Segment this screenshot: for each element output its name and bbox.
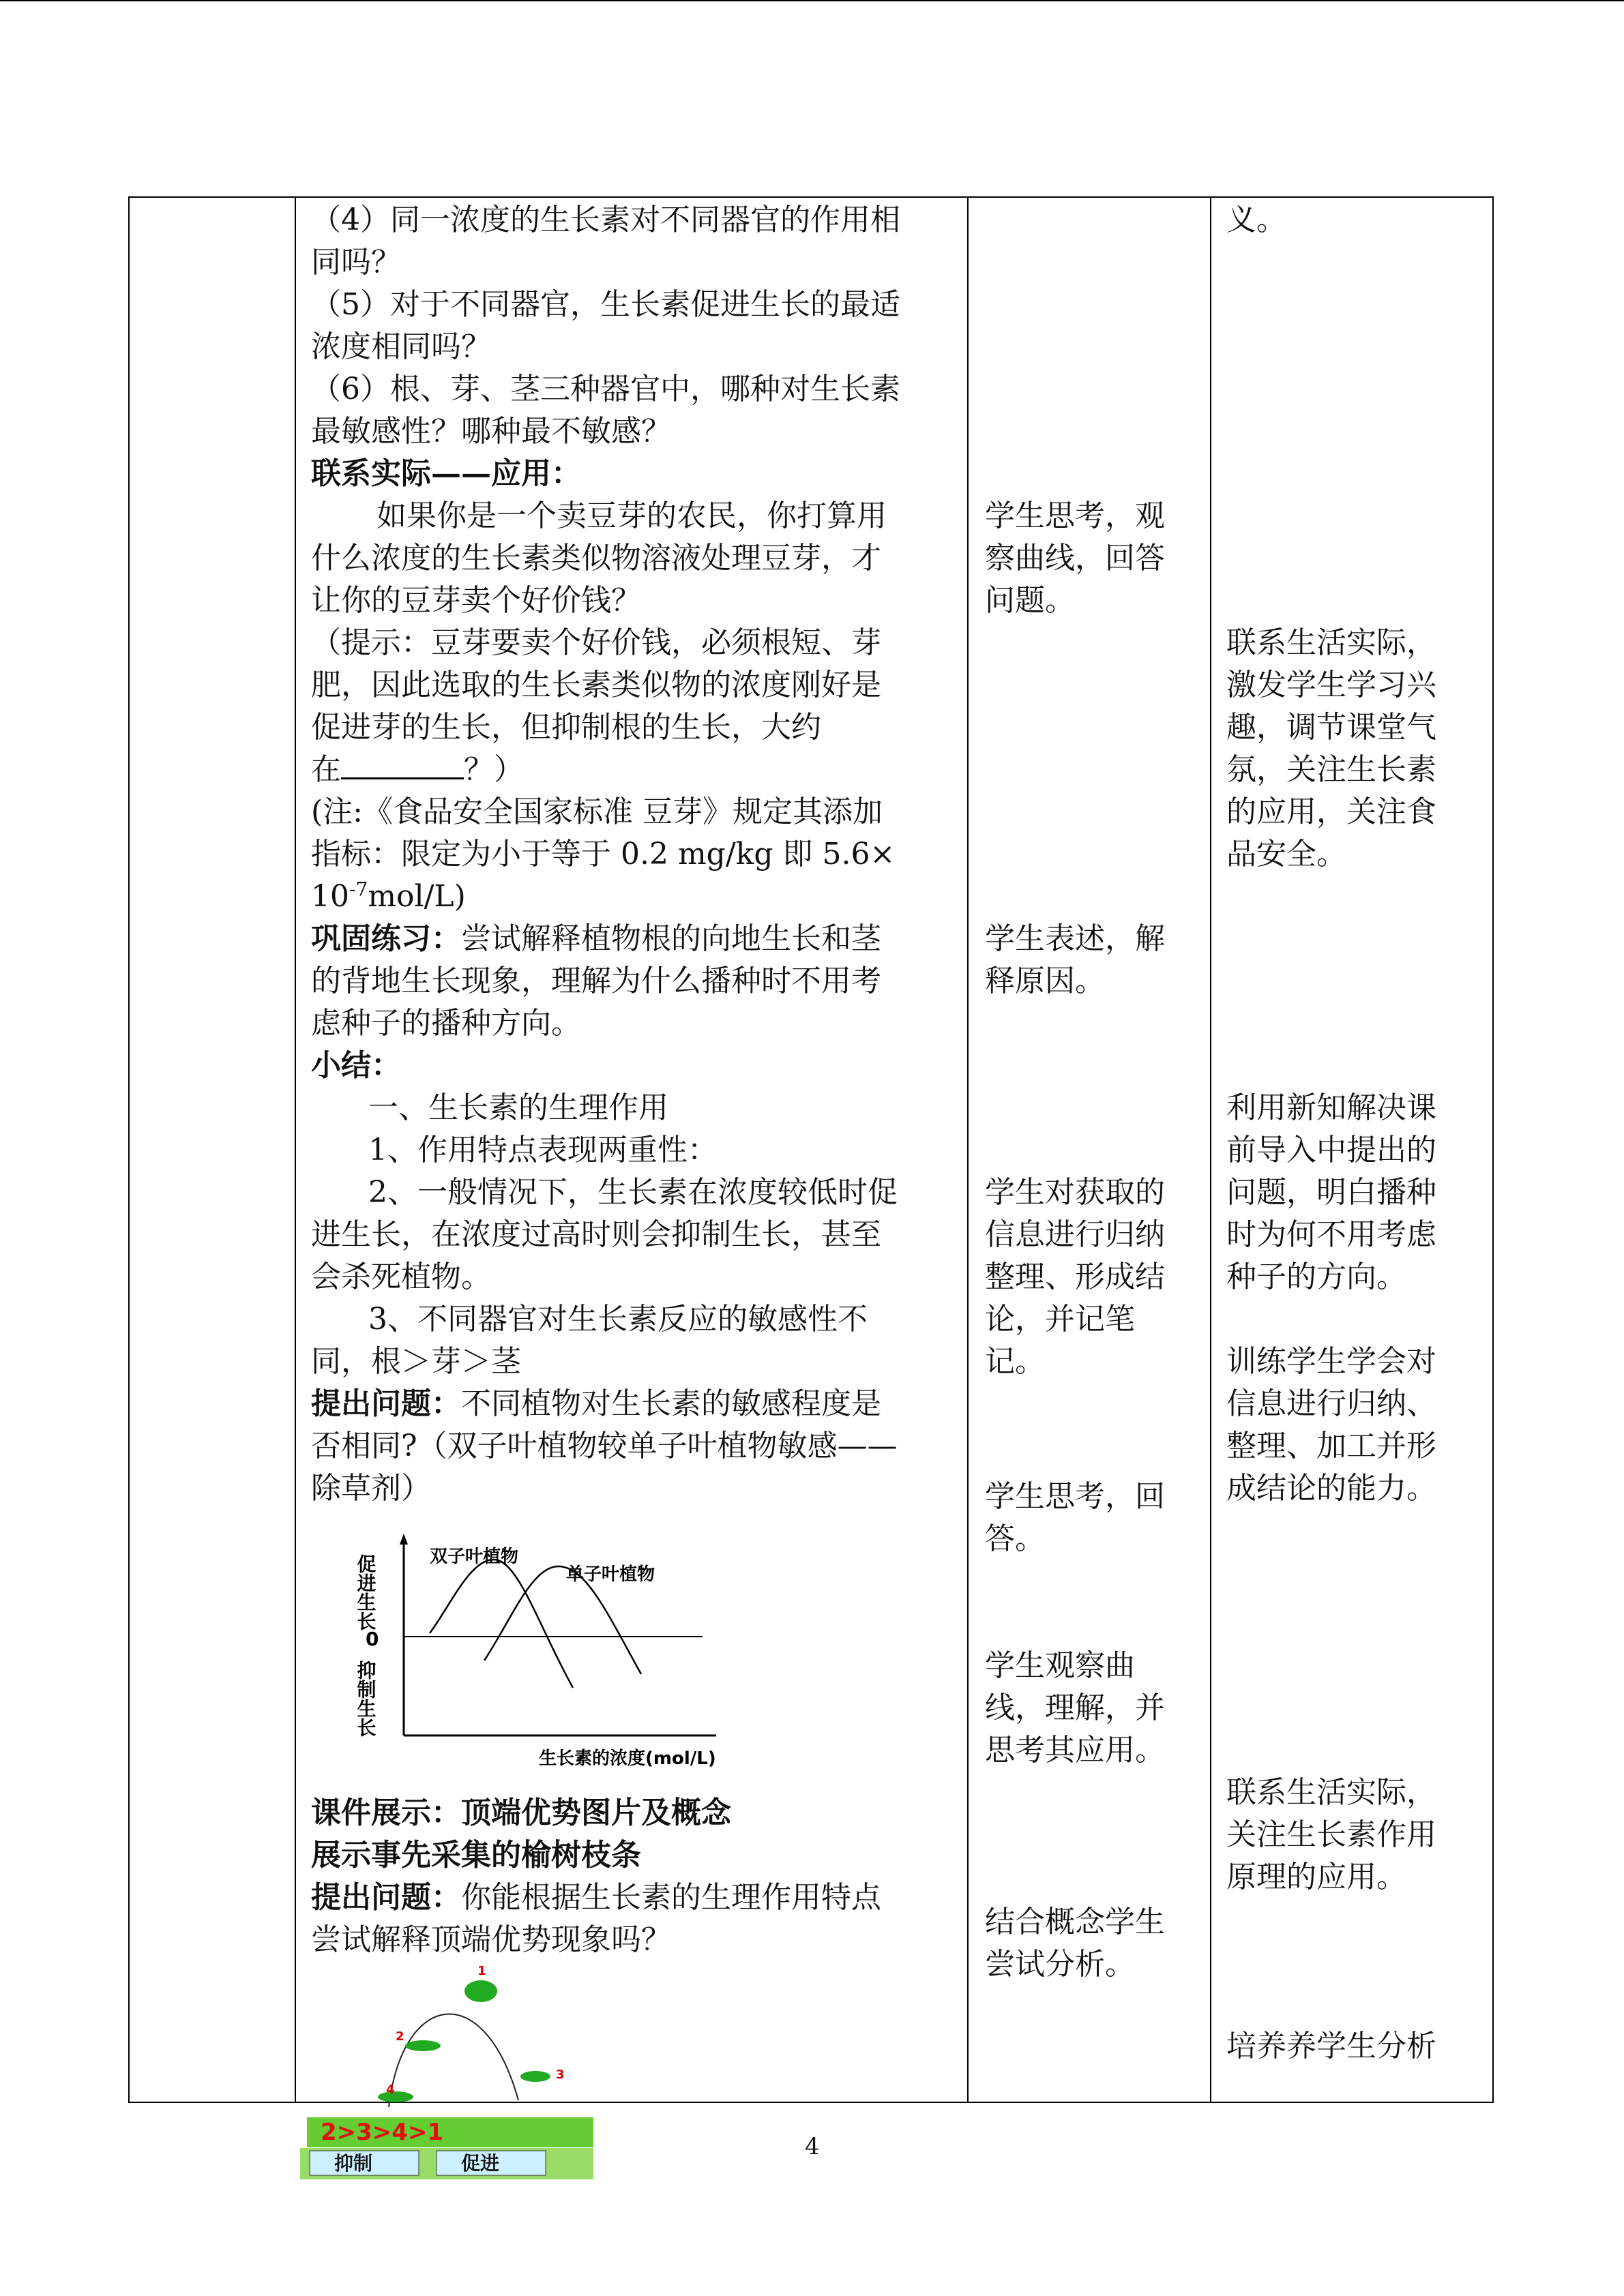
bud-label-3: 3 (556, 2068, 565, 2082)
question-6-line1: （6）根、芽、茎三种器官中，哪种对生长素 (311, 372, 900, 406)
branch-display: 展示事先采集的榆树枝条 (311, 1838, 641, 1873)
practice-line1 (311, 918, 881, 960)
ask-label-2: 提出问题： (311, 1880, 461, 1915)
activity-c1: 学生对获取的 (985, 1175, 1165, 1210)
intent-e1: 联系生活实际， (1226, 1775, 1436, 1810)
practice-label: 巩固练习： (311, 921, 461, 956)
inhibit-label: 抑制 (334, 2152, 373, 2175)
intent-b4: 氛，关注生长素 (1226, 752, 1436, 787)
promote-label: 促进 (461, 2152, 500, 2175)
application-heading: 联系实际——应用： (311, 456, 581, 491)
question-sensitivity-line3: 除草剂） (311, 1471, 431, 1506)
y-label-zero: 0 (366, 1628, 379, 1650)
y-axis-arrow (400, 1534, 408, 1545)
activity-f1: 结合概念学生 (985, 1905, 1165, 1939)
activity-a1: 学生思考，观 (985, 498, 1165, 533)
intent-b6: 品安全。 (1226, 837, 1346, 871)
page-top-border (0, 0, 1624, 1)
column-divider-2 (967, 198, 969, 2102)
activity-d1: 学生思考，回 (985, 1479, 1165, 1514)
intent-c3: 问题，明白播种 (1226, 1175, 1436, 1210)
note-line2: 指标：限定为小于等于 0.2 mg/kg 即 5.6× (311, 837, 896, 871)
activity-f2: 尝试分析。 (985, 1947, 1135, 1982)
fill-in-blank (341, 750, 464, 779)
practice-line2: 的背地生长现象，理解为什么播种时不用考 (311, 964, 881, 998)
bud-label-2: 2 (396, 2029, 404, 2044)
ask-text-2: 你能根据生长素的生理作用特点 (461, 1880, 881, 1915)
bud-label-4: 4 (386, 2083, 395, 2097)
activity-e1: 学生观察曲 (985, 1648, 1135, 1683)
intent-c5: 种子的方向。 (1226, 1259, 1406, 1294)
hint-line4 (311, 749, 524, 791)
y-label-top: 促进生长 (354, 1554, 377, 1630)
question-apical-line1 (311, 1877, 881, 1919)
y-label-bottom: 抑制生长 (354, 1660, 377, 1737)
activity-a3: 问题。 (985, 583, 1075, 618)
summary-line3c: 会杀死植物。 (311, 1259, 491, 1294)
intent-e3: 原理的应用。 (1226, 1860, 1406, 1894)
hint-line3: 促进芽的生长，但抑制根的生长，大约 (311, 710, 821, 745)
activity-b1: 学生表述，解 (985, 921, 1165, 956)
intent-d3: 整理、加工并形 (1226, 1429, 1436, 1463)
note-line3-base: 10 (311, 879, 349, 914)
intent-a1: 义。 (1226, 203, 1286, 237)
dicot-curve (430, 1560, 573, 1688)
intent-d1: 训练学生学会对 (1226, 1344, 1436, 1379)
x-axis-label: 生长素的浓度(mol/L) (539, 1748, 716, 1769)
activity-c3: 整理、形成结 (985, 1259, 1165, 1294)
apical-dominance-figure (300, 1964, 600, 2182)
question-sensitivity-line1 (311, 1383, 881, 1425)
question-apical-line2: 尝试解释顶端优势现象吗？ (311, 1922, 671, 1957)
application-line2: 什么浓度的生长素类似物溶液处理豆芽，才 (311, 541, 881, 576)
practice-line3: 虑种子的播种方向。 (311, 1006, 581, 1041)
leaf-4 (378, 2091, 413, 2102)
auxin-sensitivity-chart (354, 1531, 743, 1776)
column-divider-3 (1210, 198, 1211, 2102)
note-line3 (311, 876, 466, 918)
courseware-display: 课件展示：顶端优势图片及概念 (311, 1795, 731, 1830)
activity-d2: 答。 (985, 1521, 1045, 1556)
bud-label-1: 1 (477, 1964, 486, 1978)
activity-c4: 论，并记笔 (985, 1302, 1135, 1337)
summary-line2: 1、作用特点表现两重性： (368, 1133, 718, 1167)
summary-line1: 一、生长素的生理作用 (368, 1090, 668, 1125)
question-6-line2: 最敏感性？哪种最不敏感？ (311, 414, 671, 449)
note-line3-exponent: -7 (349, 878, 368, 901)
activity-a2: 察曲线，回答 (985, 541, 1165, 576)
practice-text: 尝试解释植物根的向地生长和茎 (461, 921, 881, 956)
apical-bud (464, 1980, 497, 2002)
summary-line3a: 2、一般情况下，生长素在浓度较低时促 (368, 1175, 898, 1210)
hint-line4-suffix: ？） (464, 752, 524, 787)
summary-heading: 小结： (311, 1048, 401, 1083)
activity-c5: 记。 (985, 1344, 1045, 1379)
intent-d4: 成结论的能力。 (1226, 1471, 1436, 1506)
leaf-2 (405, 2040, 441, 2051)
intent-c4: 时为何不用考虑 (1226, 1217, 1436, 1252)
column-divider-1 (295, 198, 296, 2102)
summary-line3b: 进生长，在浓度过高时则会抑制生长，甚至 (311, 1217, 881, 1252)
question-sensitivity-line2: 否相同?（双子叶植物较单子叶植物敏感—— (311, 1429, 898, 1463)
activity-b2: 释原因。 (985, 964, 1105, 998)
hint-line2: 肥，因此选取的生长素类似物的浓度刚好是 (311, 668, 881, 702)
ask-text-1: 不同植物对生长素的敏感程度是 (461, 1386, 881, 1421)
hint-line1: （提示：豆芽要卖个好价钱，必须根短、芽 (311, 625, 881, 660)
intent-b3: 趣，调节课堂气 (1226, 710, 1436, 745)
note-line3-unit: mol/L) (368, 879, 466, 914)
intent-f1: 培养养学生分析 (1226, 2029, 1436, 2063)
question-4-line2: 同吗？ (311, 245, 401, 280)
intent-b5: 的应用，关注食 (1226, 794, 1436, 829)
intent-b1: 联系生活实际， (1226, 625, 1436, 660)
activity-e2: 线，理解，并 (985, 1690, 1165, 1725)
page-number: 4 (805, 2133, 820, 2160)
order-text: 2>3>4>1 (321, 2119, 444, 2146)
leaf-3 (520, 2071, 550, 2082)
legend-dicot: 双子叶植物 (430, 1547, 519, 1567)
intent-b2: 激发学生学习兴 (1226, 668, 1436, 702)
intent-c1: 利用新知解决课 (1226, 1090, 1436, 1125)
note-line1: (注:《食品安全国家标准 豆芽》规定其添加 (311, 794, 883, 829)
summary-line4b: 同，根＞芽＞茎 (311, 1344, 521, 1379)
summary-line4a: 3、不同器官对生长素反应的敏感性不 (368, 1302, 868, 1337)
hint-line4-prefix: 在 (311, 752, 341, 787)
legend-monocot: 单子叶植物 (566, 1564, 655, 1585)
intent-d2: 信息进行归纳、 (1226, 1386, 1436, 1421)
activity-e3: 思考其应用。 (985, 1733, 1165, 1768)
intent-e2: 关注生长素作用 (1226, 1817, 1436, 1852)
application-line3: 让你的豆芽卖个好价钱？ (311, 583, 641, 618)
question-5-line1: （5）对于不同器官，生长素促进生长的最适 (311, 287, 900, 322)
question-4-line1: （4）同一浓度的生长素对不同器官的作用相 (311, 203, 900, 237)
intent-c2: 前导入中提出的 (1226, 1133, 1436, 1167)
application-line1: 如果你是一个卖豆芽的农民，你打算用 (377, 498, 887, 533)
question-5-line2: 浓度相同吗？ (311, 329, 491, 364)
ask-label-1: 提出问题： (311, 1386, 461, 1421)
activity-c2: 信息进行归纳 (985, 1217, 1165, 1252)
